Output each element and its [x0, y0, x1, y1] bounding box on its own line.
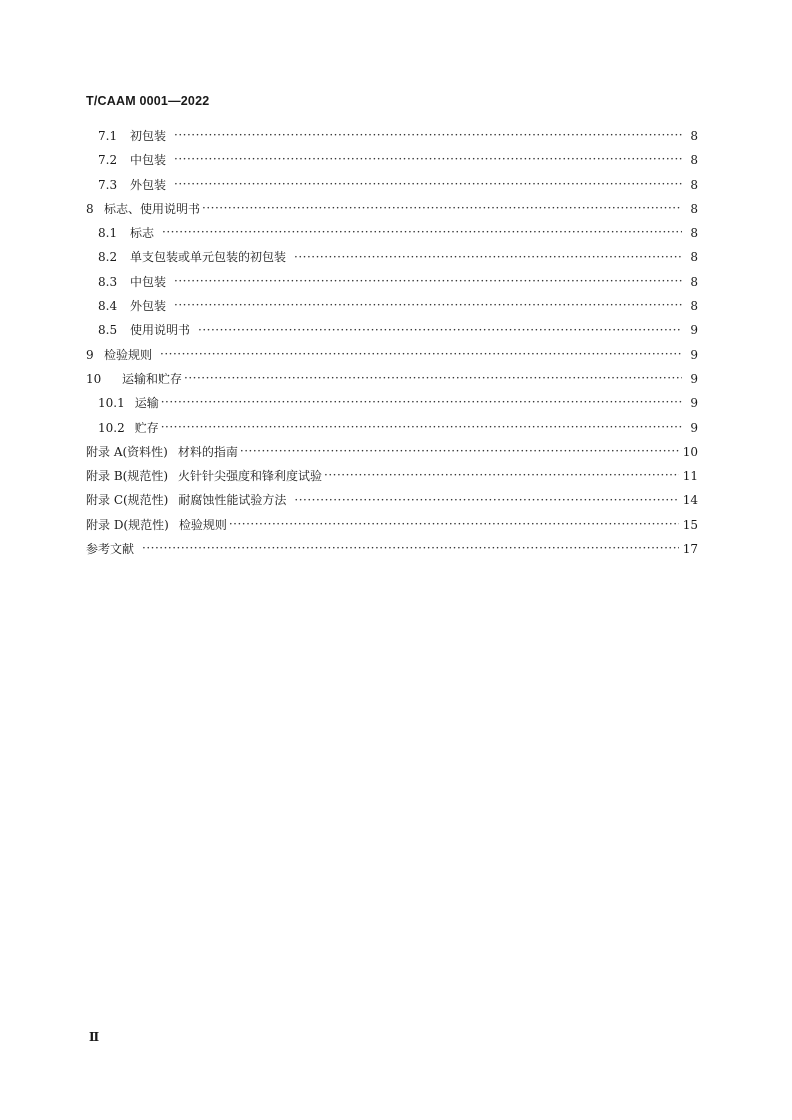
dot-leader	[184, 376, 682, 388]
toc-entry-page: 9	[690, 371, 698, 386]
dot-leader	[240, 449, 679, 461]
toc-entry-8-4[interactable]	[86, 297, 698, 321]
toc-entry-7-1[interactable]	[86, 127, 698, 151]
toc-entry-page: 8	[690, 274, 698, 289]
toc-entry-title: 耐腐蚀性能试验方法	[178, 493, 287, 508]
toc-entry-number: 附录 D(规范性)	[86, 517, 169, 532]
toc-entry-number: 8.5	[98, 323, 118, 338]
dot-leader	[174, 182, 682, 194]
toc-entry-bibliography[interactable]	[86, 540, 698, 564]
toc-entry-title: 材料的指南	[177, 444, 238, 459]
toc-entry-10-2[interactable]	[86, 419, 698, 443]
table-of-contents	[86, 127, 698, 564]
toc-entry-title: 标志	[130, 226, 155, 241]
toc-entry-title: 检验规则	[178, 517, 227, 532]
toc-entry-title: 使用说明书	[130, 323, 191, 338]
toc-entry-number: 8.2	[98, 250, 118, 265]
toc-entry-number: 8.1	[98, 226, 118, 241]
dot-leader	[294, 498, 678, 510]
dot-leader	[174, 303, 682, 315]
toc-entry-number: 10	[86, 371, 102, 386]
toc-entry-7-2[interactable]	[86, 151, 698, 175]
toc-entry-title: 运输和贮存	[122, 371, 183, 386]
dot-leader	[174, 133, 682, 145]
toc-entry-annex-b[interactable]	[86, 467, 698, 491]
toc-entry-page: 8	[690, 177, 698, 192]
toc-entry-page: 14	[682, 493, 698, 508]
toc-entry-title: 外包装	[130, 299, 167, 314]
dot-leader	[174, 279, 682, 291]
toc-entry-title: 贮存	[134, 420, 159, 435]
toc-entry-7-3[interactable]	[86, 176, 698, 200]
toc-entry-page: 11	[682, 469, 698, 484]
toc-entry-9[interactable]	[86, 346, 698, 370]
document-code: T/CAAM 0001—2022	[86, 94, 210, 108]
toc-entry-page: 8	[690, 153, 698, 168]
toc-entry-title: 运输	[134, 396, 159, 411]
toc-entry-number: 7.2	[98, 153, 118, 168]
toc-entry-number: 7.1	[98, 129, 118, 143]
toc-entry-page: 8	[690, 299, 698, 314]
toc-entry-page: 8	[690, 201, 698, 216]
dot-leader	[229, 522, 679, 534]
toc-entry-page: 8	[690, 250, 698, 265]
page-number: Ⅱ	[89, 1030, 100, 1044]
toc-entry-title: 初包装	[130, 129, 167, 143]
toc-entry-number: 10.1	[98, 396, 125, 411]
toc-entry-page: 10	[682, 444, 698, 459]
toc-entry-page: 9	[690, 420, 698, 435]
toc-entry-annex-d[interactable]	[86, 516, 698, 540]
dot-leader	[142, 546, 679, 558]
toc-entry-page: 8	[690, 129, 698, 143]
dot-leader	[162, 230, 682, 242]
toc-entry-title: 中包装	[130, 274, 167, 289]
toc-entry-number: 8.4	[98, 299, 118, 314]
toc-entry-10[interactable]	[86, 370, 698, 394]
toc-entry-title: 单支包装或单元包装的初包装	[130, 250, 287, 265]
dot-leader	[202, 206, 682, 218]
toc-entry-page: 15	[682, 517, 698, 532]
toc-entry-8-3[interactable]	[86, 273, 698, 297]
toc-entry-title: 中包装	[130, 153, 167, 168]
toc-entry-page: 9	[690, 396, 698, 411]
toc-entry-number: 8.3	[98, 274, 118, 289]
toc-entry-8-1[interactable]	[86, 224, 698, 248]
toc-entry-number: 8	[86, 201, 94, 216]
toc-entry-title: 标志、使用说明书	[104, 201, 201, 216]
toc-entry-page: 9	[690, 323, 698, 338]
dot-leader	[324, 473, 679, 485]
toc-entry-number: 附录 B(规范性)	[86, 469, 168, 484]
dot-leader	[294, 255, 682, 267]
dot-leader	[161, 425, 682, 437]
toc-entry-title: 检验规则	[104, 347, 153, 362]
toc-entry-8-5[interactable]	[86, 321, 698, 345]
toc-entry-page: 8	[690, 226, 698, 241]
dot-leader	[161, 400, 682, 412]
toc-entry-annex-c[interactable]	[86, 491, 698, 515]
toc-entry-number: 7.3	[98, 177, 118, 192]
dot-leader	[160, 352, 682, 364]
toc-entry-8[interactable]	[86, 200, 698, 224]
dot-leader	[198, 328, 682, 340]
toc-entry-number: 10.2	[98, 420, 125, 435]
toc-entry-title: 外包装	[130, 177, 167, 192]
toc-entry-number: 附录 A(资料性)	[86, 444, 168, 459]
toc-entry-10-1[interactable]	[86, 394, 698, 418]
toc-entry-annex-a[interactable]	[86, 443, 698, 467]
toc-entry-title: 火针针尖强度和锋利度试验	[178, 469, 323, 484]
toc-entry-number: 附录 C(规范性)	[86, 493, 169, 508]
toc-entry-number: 9	[86, 347, 94, 362]
toc-entry-title: 参考文献	[86, 542, 135, 557]
dot-leader	[174, 157, 682, 169]
toc-entry-8-2[interactable]	[86, 248, 698, 272]
toc-entry-page: 17	[682, 542, 698, 557]
toc-entry-page: 9	[690, 347, 698, 362]
